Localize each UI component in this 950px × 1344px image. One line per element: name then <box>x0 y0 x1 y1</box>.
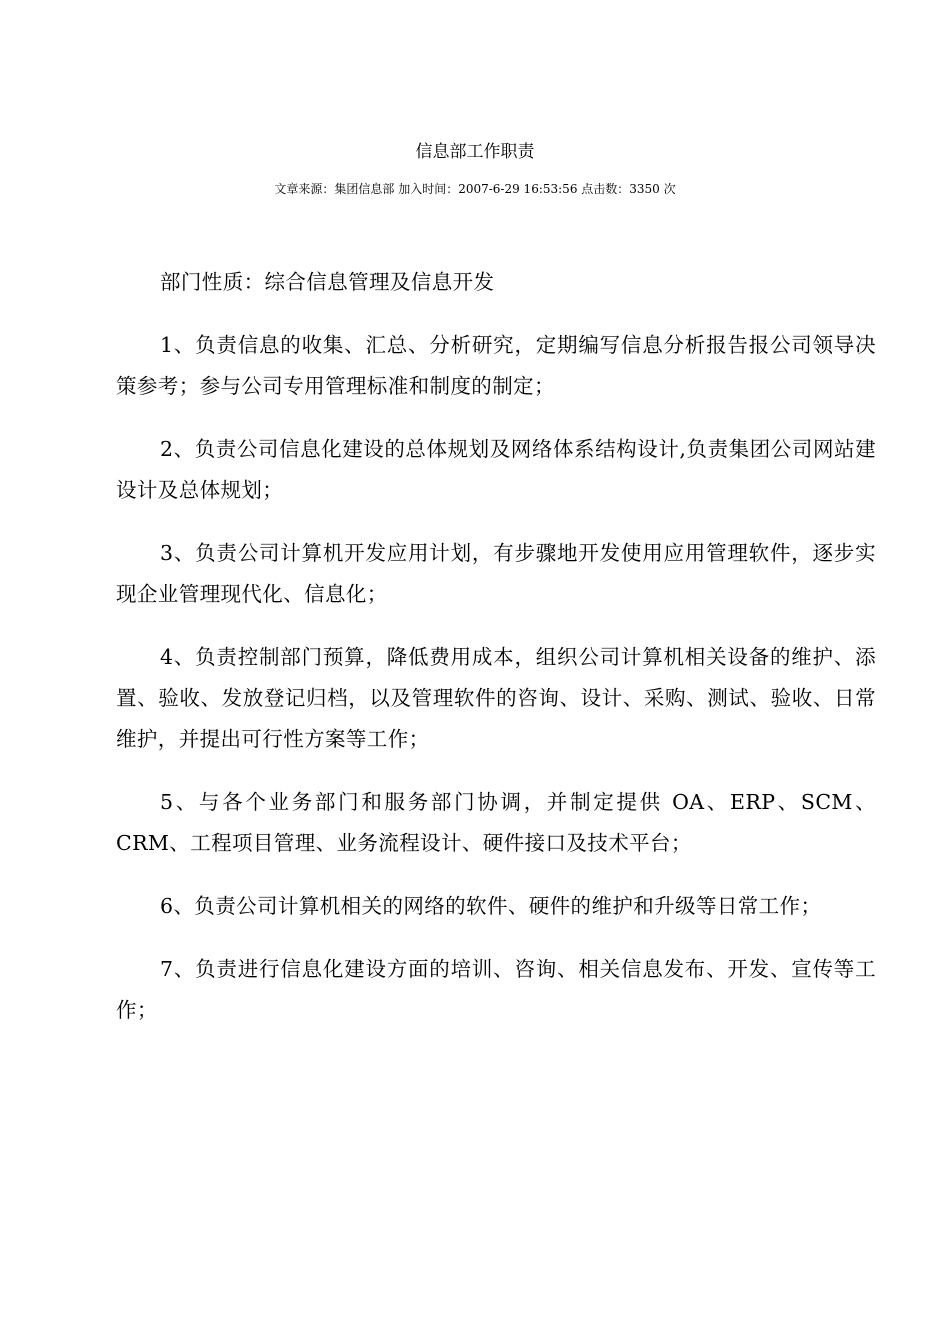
paragraph-duty-4: 4、负责控制部门预算，降低费用成本，组织公司计算机相关设备的维护、添置、验收、发放登记归档，以及管理软件的咨询、设计、采购、测试、验收、日常维护，并提出可行性方案等工作； <box>116 645 876 751</box>
paragraph-department-nature: 部门性质：综合信息管理及信息开发 <box>160 270 495 294</box>
paragraph-duty-6: 6、负责公司计算机相关的网络的软件、硬件的维护和升级等日常工作； <box>160 894 822 918</box>
article-meta: 文章来源：集团信息部 加入时间：2007-6-29 16:53:56 点击数：3350 次 <box>274 182 676 196</box>
paragraph-duty-3: 3、负责公司计算机开发应用计划，有步骤地开发使用应用管理软件，逐步实现企业管理现代化、信息化； <box>116 541 876 606</box>
paragraph-duty-7: 7、负责进行信息化建设方面的培训、咨询、相关信息发布、开发、宣传等工作； <box>116 957 876 1022</box>
document-title: 信息部工作职责 <box>415 142 535 162</box>
paragraph-duty-2: 2、负责公司信息化建设的总体规划及网络体系结构设计,负责集团公司网站建设计及总体规划； <box>116 437 876 502</box>
paragraph-duty-5: 5、与各个业务部门和服务部门协调，并制定提供 OA、ERP、SCM、CRM、工程项目管理、业务流程设计、硬件接口及技术平台； <box>116 790 876 855</box>
document-body <box>116 262 876 1053</box>
paragraph-duty-1: 1、负责信息的收集、汇总、分析研究，定期编写信息分析报告报公司领导决策参考；参与公司专用管理标准和制度的制定； <box>116 333 876 398</box>
